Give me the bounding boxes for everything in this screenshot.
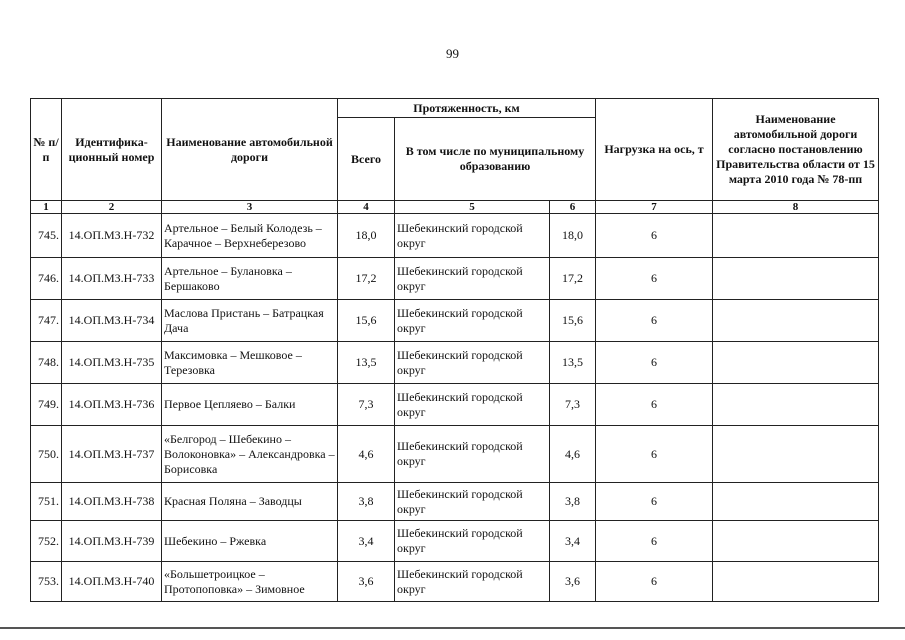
road-id: 14.ОП.МЗ.Н-739 [62, 521, 162, 562]
axle-load: 6 [596, 342, 713, 384]
column-number-row [31, 201, 879, 214]
municipality: Шебекинский городской округ [395, 258, 550, 300]
municipality-length: 13,5 [550, 342, 596, 384]
row-number: 750. [31, 426, 62, 483]
page-number: 99 [446, 46, 459, 61]
gov-road-name [713, 483, 879, 521]
length-total: 3,6 [338, 562, 395, 602]
header-axle-load: Нагрузка на ось, т [596, 99, 713, 201]
road-name: Максимовка – Мешковое – Терезовка [162, 342, 338, 384]
axle-load: 6 [596, 384, 713, 426]
column-number: 8 [713, 201, 879, 214]
column-number: 4 [338, 201, 395, 214]
gov-road-name [713, 426, 879, 483]
municipality-length: 7,3 [550, 384, 596, 426]
municipality: Шебекинский городской округ [395, 384, 550, 426]
axle-load: 6 [596, 562, 713, 602]
axle-load: 6 [596, 258, 713, 300]
road-id: 14.ОП.МЗ.Н-738 [62, 483, 162, 521]
municipality: Шебекинский городской округ [395, 521, 550, 562]
table-row [31, 562, 879, 602]
row-number: 748. [31, 342, 62, 384]
header-total: Всего [338, 118, 395, 201]
road-name: Маслова Пристань – Батрацкая Дача [162, 300, 338, 342]
municipality: Шебекинский городской округ [395, 483, 550, 521]
column-number: 3 [162, 201, 338, 214]
header-num: № п/п [31, 99, 62, 201]
road-name: Артельное – Булановка – Бершаково [162, 258, 338, 300]
road-name: «Большетроицкое – Протопоповка» – Зимовное [162, 562, 338, 602]
municipality: Шебекинский городской округ [395, 214, 550, 258]
axle-load: 6 [596, 214, 713, 258]
column-number: 1 [31, 201, 62, 214]
roads-table [30, 98, 879, 602]
gov-road-name [713, 214, 879, 258]
length-total: 4,6 [338, 426, 395, 483]
header-including: В том числе по муниципальному образованию [395, 118, 596, 201]
axle-load: 6 [596, 426, 713, 483]
row-number: 747. [31, 300, 62, 342]
gov-road-name [713, 384, 879, 426]
header-length-group: Протяженность, км [338, 99, 596, 118]
length-total: 17,2 [338, 258, 395, 300]
municipality: Шебекинский городской округ [395, 300, 550, 342]
table-row [31, 300, 879, 342]
table-body [31, 214, 879, 602]
column-number: 6 [550, 201, 596, 214]
municipality-length: 3,6 [550, 562, 596, 602]
header-gov-name: Наименование автомобильной дороги согласно постановлению Правительства области от 15 марта 2010 года № 78-пп [713, 99, 879, 201]
length-total: 7,3 [338, 384, 395, 426]
road-id: 14.ОП.МЗ.Н-740 [62, 562, 162, 602]
row-number: 751. [31, 483, 62, 521]
gov-road-name [713, 300, 879, 342]
road-id: 14.ОП.МЗ.Н-736 [62, 384, 162, 426]
municipality: Шебекинский городской округ [395, 342, 550, 384]
table-row [31, 384, 879, 426]
road-id: 14.ОП.МЗ.Н-737 [62, 426, 162, 483]
row-number: 746. [31, 258, 62, 300]
municipality-length: 15,6 [550, 300, 596, 342]
gov-road-name [713, 521, 879, 562]
gov-road-name [713, 342, 879, 384]
table-row [31, 342, 879, 384]
row-number: 753. [31, 562, 62, 602]
road-name: Шебекино – Ржевка [162, 521, 338, 562]
table-row [31, 426, 879, 483]
municipality: Шебекинский городской округ [395, 426, 550, 483]
length-total: 3,8 [338, 483, 395, 521]
road-name: Артельное – Белый Колодезь – Карачное – Верхнеберезово [162, 214, 338, 258]
road-name: Первое Цепляево – Балки [162, 384, 338, 426]
municipality-length: 4,6 [550, 426, 596, 483]
header-road-name: Наименование автомобильной дороги [162, 99, 338, 201]
municipality-length: 17,2 [550, 258, 596, 300]
road-name: «Белгород – Шебекино – Волоконовка» – Александровка – Борисовка [162, 426, 338, 483]
gov-road-name [713, 258, 879, 300]
bottom-divider [0, 627, 905, 629]
length-total: 3,4 [338, 521, 395, 562]
road-name: Красная Поляна – Заводцы [162, 483, 338, 521]
municipality: Шебекинский городской округ [395, 562, 550, 602]
length-total: 18,0 [338, 214, 395, 258]
gov-road-name [713, 562, 879, 602]
header-id: Идентифика-ционный номер [62, 99, 162, 201]
column-number: 2 [62, 201, 162, 214]
road-id: 14.ОП.МЗ.Н-735 [62, 342, 162, 384]
row-number: 745. [31, 214, 62, 258]
axle-load: 6 [596, 521, 713, 562]
table-row [31, 483, 879, 521]
axle-load: 6 [596, 483, 713, 521]
row-number: 752. [31, 521, 62, 562]
length-total: 15,6 [338, 300, 395, 342]
municipality-length: 18,0 [550, 214, 596, 258]
municipality-length: 3,4 [550, 521, 596, 562]
column-number: 7 [596, 201, 713, 214]
table-row [31, 521, 879, 562]
municipality-length: 3,8 [550, 483, 596, 521]
length-total: 13,5 [338, 342, 395, 384]
axle-load: 6 [596, 300, 713, 342]
column-number: 5 [395, 201, 550, 214]
row-number: 749. [31, 384, 62, 426]
road-id: 14.ОП.МЗ.Н-734 [62, 300, 162, 342]
table-row [31, 214, 879, 258]
table-row [31, 258, 879, 300]
road-id: 14.ОП.МЗ.Н-733 [62, 258, 162, 300]
road-id: 14.ОП.МЗ.Н-732 [62, 214, 162, 258]
